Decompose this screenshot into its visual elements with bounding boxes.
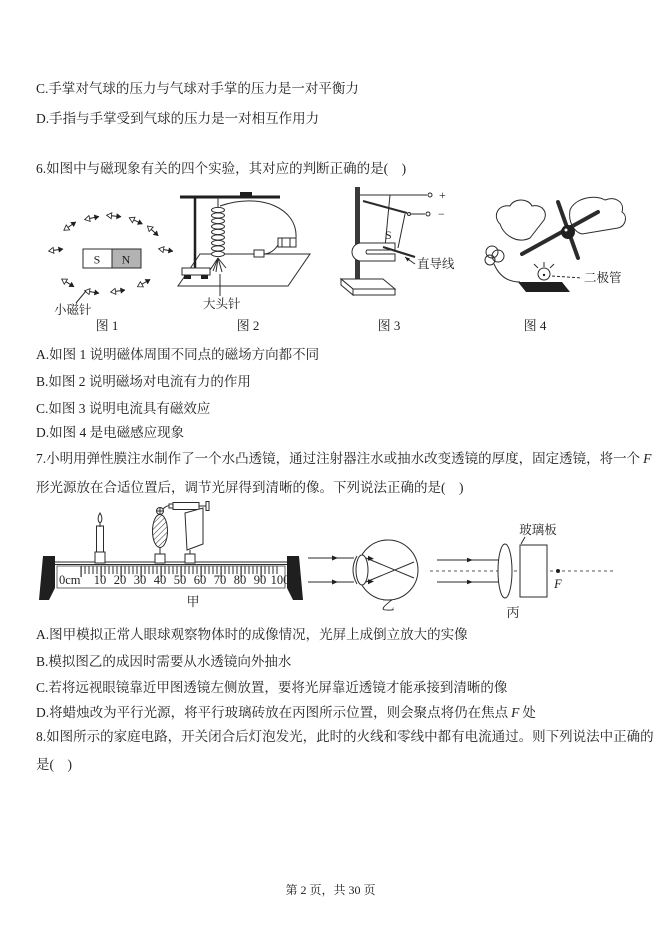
terminals-icon [360,188,446,248]
ruler-0cm: 0cm [59,573,81,587]
pins-label: 大头针 [203,297,241,311]
q7-option-d-text: D.将蜡烛改为平行光源，将平行玻璃砖放在丙图所示位置，则会聚点将仍在焦点 [36,705,509,720]
light-rays-icon [308,556,354,585]
q6-figure2-coil-stand [170,188,320,335]
compass-label: 小磁针 [54,303,92,317]
q7-option-c: C.若将远视眼镜靠近甲图透镜左侧放置，要将光屏靠近透镜才能承接到清晰的像 [36,680,508,695]
q7-figure-jia-optical-bench [35,500,307,615]
bar-magnet-icon [83,249,141,268]
wires-and-battery-icon [220,201,296,257]
ruler-30: 30 [133,573,147,587]
ruler-60: 60 [193,573,207,587]
prev-option-c: C.手掌对气球的压力与气球对手掌的压力是一对平衡力 [36,81,359,96]
q7-option-d-suffix: 处 [522,705,536,720]
q6-figure1-bar-magnet-compasses [40,190,175,335]
q6-option-c: C.如图 3 说明电流具有磁效应 [36,401,211,416]
glass-plate-label: 玻璃板 [519,523,557,537]
candle-icon [95,513,105,563]
figure1-caption: 图 1 [95,318,119,333]
question-8-stem-line1: 8.如图所示的家庭电路，开关闭合后灯泡发光，此时的火线和零线中都有电流通过。则下列说法中正确的 [36,729,654,744]
figure-jia-caption: 甲 [186,594,200,609]
q7-option-d [36,704,536,722]
pole-s-label: S [93,252,101,267]
focus-point-label: F [554,577,562,591]
magnet-pole-s-label: S [385,228,392,242]
focal-symbol: F [643,451,652,466]
ruler-numbers [59,573,289,587]
q7-stem-text: 7.小明用弹性膜注水制作了一个水凸透镜，通过注射器注水或抽水改变透镜的厚度，固定透镜，将一个 [36,451,641,466]
glass-plate-icon [520,545,547,597]
q6-option-a: A.如图 1 说明磁体周围不同点的磁场方向都不同 [36,347,320,362]
question-8-stem-line2: 是( ) [36,757,72,772]
wire-coil-icon [485,246,520,282]
figure2-caption: 图 2 [236,318,260,333]
ruler-50: 50 [173,573,187,587]
q7-figure-bing-lens-glass [425,498,620,620]
figure-yi-caption: 乙 [381,598,395,612]
question-7-stem-line2: 形光源放在合适位置后，调节光屏得到清晰的像。下列说法正确的是( ) [36,480,464,495]
diode-label: 二极管 [584,271,622,285]
q7-option-a: A.图甲模拟正常人眼球观察物体时的成像情况，光屏上成倒立放大的实像 [36,627,468,642]
minus-terminal-label: − [438,207,445,221]
ruler-90: 90 [253,573,267,587]
figure4-caption: 图 4 [523,318,547,333]
screen-icon [185,508,203,563]
ruler-40: 40 [153,573,167,587]
ruler-100: 100 [270,573,290,587]
q7-option-b: B.模拟图乙的成因时需要从水透镜向外抽水 [36,654,292,669]
focus-point-icon [556,569,560,573]
plus-terminal-label: + [439,188,446,202]
question-6-stem: 6.如图中与磁现象有关的四个实验，其对应的判断正确的是( ) [36,161,407,176]
page-number-footer: 第 2 页，共 30 页 [285,883,376,897]
q6-figure3-wire-in-magnet [335,185,460,335]
figure-bing-caption: 丙 [506,605,520,620]
ruler-80: 80 [233,573,247,587]
focal-symbol: F [511,705,520,720]
pole-n-label: N [121,252,131,267]
q6-option-b: B.如图 2 说明磁场对电流有力的作用 [36,374,251,389]
ruler-70: 70 [213,573,227,587]
q6-option-d: D.如图 4 是电磁感应现象 [36,425,185,440]
convex-lens-icon [498,544,512,598]
q6-figure4-hand-generator [470,190,640,335]
figure3-caption: 图 3 [377,318,401,333]
question-7-stem-line1 [36,450,654,468]
eyeball-icon [353,540,418,600]
ruler-10: 10 [93,573,107,587]
ruler-20: 20 [113,573,127,587]
prev-option-d: D.手指与手掌受到气球的压力是一对相互作用力 [36,111,320,126]
straight-wire-label: 直导线 [417,257,455,271]
coil-icon [212,197,225,257]
